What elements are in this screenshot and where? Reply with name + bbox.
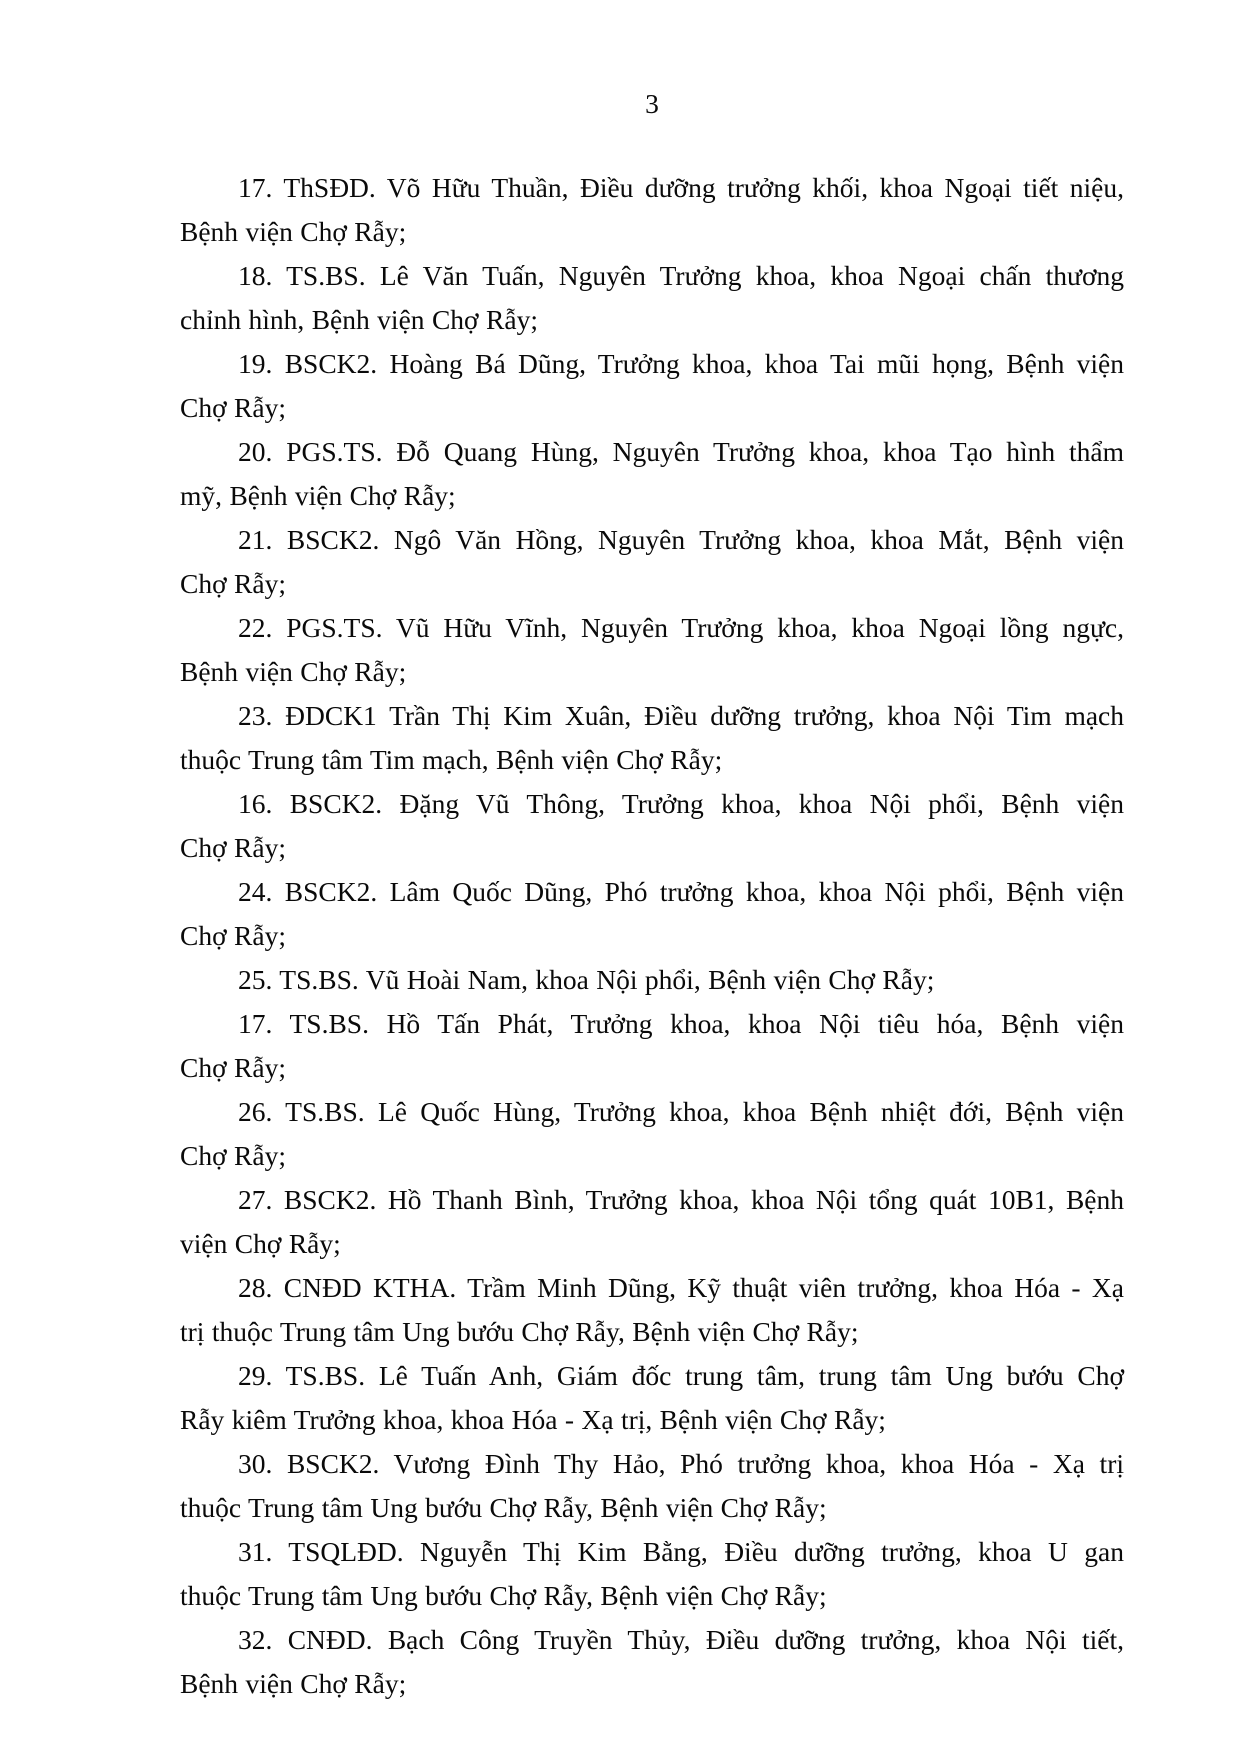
paragraph-line: 23. ĐDCK1 Trần Thị Kim Xuân, Điều dưỡng trưởng, khoa Nội Tim mạch bbox=[238, 700, 1124, 731]
list-item bbox=[180, 518, 1124, 606]
list-item bbox=[180, 254, 1124, 342]
list-item bbox=[180, 1002, 1124, 1090]
paragraph-line: 20. PGS.TS. Đỗ Quang Hùng, Nguyên Trưởng khoa, khoa Tạo hình thẩm bbox=[238, 436, 1124, 467]
paragraph-line: mỹ, Bệnh viện Chợ Rẫy; bbox=[180, 480, 456, 511]
paragraph-line: 17. TS.BS. Hồ Tấn Phát, Trưởng khoa, khoa Nội tiêu hóa, Bệnh viện bbox=[238, 1008, 1124, 1039]
paragraph-line: chỉnh hình, Bệnh viện Chợ Rẫy; bbox=[180, 304, 538, 335]
paragraph-line: viện Chợ Rẫy; bbox=[180, 1228, 341, 1259]
list-item bbox=[180, 694, 1124, 782]
list-item bbox=[180, 1178, 1124, 1266]
paragraph-line: 17. ThSĐD. Võ Hữu Thuần, Điều dưỡng trưởng khối, khoa Ngoại tiết niệu, bbox=[238, 172, 1124, 203]
list-item bbox=[180, 342, 1124, 430]
list-item bbox=[180, 1090, 1124, 1178]
paragraph-line: 25. TS.BS. Vũ Hoài Nam, khoa Nội phổi, Bệnh viện Chợ Rẫy; bbox=[238, 964, 935, 995]
paragraph-line: Chợ Rẫy; bbox=[180, 568, 286, 599]
paragraph-line: 21. BSCK2. Ngô Văn Hồng, Nguyên Trưởng khoa, khoa Mắt, Bệnh viện bbox=[238, 524, 1124, 555]
list-item bbox=[180, 1530, 1124, 1618]
page-number: 3 bbox=[645, 88, 659, 119]
paragraph-line: 18. TS.BS. Lê Văn Tuấn, Nguyên Trưởng khoa, khoa Ngoại chấn thương bbox=[238, 260, 1124, 291]
paragraph-line: Chợ Rẫy; bbox=[180, 1140, 286, 1171]
paragraph-line: 27. BSCK2. Hồ Thanh Bình, Trưởng khoa, khoa Nội tổng quát 10B1, Bệnh bbox=[238, 1184, 1124, 1215]
list-item bbox=[180, 430, 1124, 518]
paragraph-line: Rẫy kiêm Trưởng khoa, khoa Hóa - Xạ trị, Bệnh viện Chợ Rẫy; bbox=[180, 1404, 886, 1435]
paragraph-line: 19. BSCK2. Hoàng Bá Dũng, Trưởng khoa, khoa Tai mũi họng, Bệnh viện bbox=[238, 348, 1124, 379]
paragraph-line: 29. TS.BS. Lê Tuấn Anh, Giám đốc trung tâm, trung tâm Ung bướu Chợ bbox=[238, 1360, 1124, 1391]
paragraph-line: 28. CNĐD KTHA. Trầm Minh Dũng, Kỹ thuật viên trưởng, khoa Hóa - Xạ bbox=[238, 1272, 1124, 1303]
paragraph-line: 22. PGS.TS. Vũ Hữu Vĩnh, Nguyên Trưởng khoa, khoa Ngoại lồng ngực, bbox=[238, 612, 1124, 643]
list-item bbox=[180, 1354, 1124, 1442]
paragraph-line: 30. BSCK2. Vương Đình Thy Hảo, Phó trưởng khoa, khoa Hóa - Xạ trị bbox=[238, 1448, 1124, 1479]
list-item bbox=[180, 1442, 1124, 1530]
list-item bbox=[180, 870, 1124, 958]
paragraph-line: 26. TS.BS. Lê Quốc Hùng, Trưởng khoa, khoa Bệnh nhiệt đới, Bệnh viện bbox=[238, 1096, 1124, 1127]
list-item bbox=[180, 958, 1124, 1002]
list-item bbox=[180, 1618, 1124, 1706]
paragraph-line: Chợ Rẫy; bbox=[180, 920, 286, 951]
paragraph-line: Chợ Rẫy; bbox=[180, 832, 286, 863]
paragraph-line: Bệnh viện Chợ Rẫy; bbox=[180, 656, 407, 687]
list-item bbox=[180, 1266, 1124, 1354]
list-item bbox=[180, 166, 1124, 254]
paragraph-line: Chợ Rẫy; bbox=[180, 392, 286, 423]
paragraph-line: thuộc Trung tâm Tim mạch, Bệnh viện Chợ Rẫy; bbox=[180, 744, 723, 775]
paragraph-line: Chợ Rẫy; bbox=[180, 1052, 286, 1083]
paragraph-line: 16. BSCK2. Đặng Vũ Thông, Trưởng khoa, khoa Nội phổi, Bệnh viện bbox=[238, 788, 1124, 819]
paragraph-line: thuộc Trung tâm Ung bướu Chợ Rẫy, Bệnh viện Chợ Rẫy; bbox=[180, 1580, 827, 1611]
list-item bbox=[180, 782, 1124, 870]
paragraph-line: Bệnh viện Chợ Rẫy; bbox=[180, 1668, 407, 1699]
paragraph-line: 31. TSQLĐD. Nguyễn Thị Kim Bằng, Điều dưỡng trưởng, khoa U gan bbox=[238, 1536, 1124, 1567]
paragraph-line: thuộc Trung tâm Ung bướu Chợ Rẫy, Bệnh viện Chợ Rẫy; bbox=[180, 1492, 827, 1523]
paragraph-line: 32. CNĐD. Bạch Công Truyền Thủy, Điều dưỡng trưởng, khoa Nội tiết, bbox=[238, 1624, 1124, 1655]
document-body bbox=[180, 166, 1124, 1706]
list-item bbox=[180, 606, 1124, 694]
paragraph-line: 24. BSCK2. Lâm Quốc Dũng, Phó trưởng khoa, khoa Nội phổi, Bệnh viện bbox=[238, 876, 1124, 907]
paragraph-line: trị thuộc Trung tâm Ung bướu Chợ Rẫy, Bệnh viện Chợ Rẫy; bbox=[180, 1316, 859, 1347]
paragraph-line: Bệnh viện Chợ Rẫy; bbox=[180, 216, 407, 247]
